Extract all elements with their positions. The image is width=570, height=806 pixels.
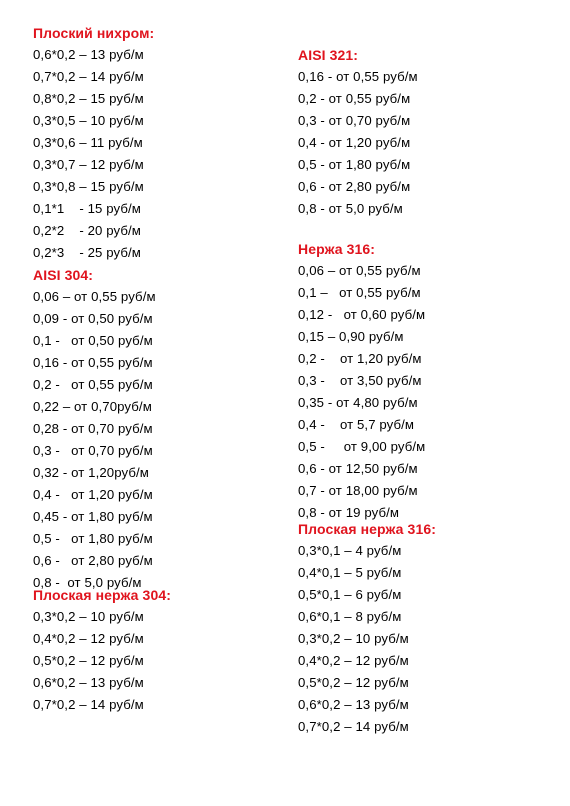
section-stainless-316 — [298, 238, 425, 524]
price-row: 0,06 – от 0,55 руб/м — [298, 263, 421, 278]
price-row: 0,6*0,2 – 13 руб/м — [33, 47, 144, 62]
price-row: 0,06 – от 0,55 руб/м — [33, 289, 156, 304]
price-row: 0,1 – от 0,55 руб/м — [298, 285, 421, 300]
price-row: 0,3*0,5 – 10 руб/м — [33, 113, 144, 128]
price-row: 0,3 - от 0,70 руб/м — [33, 443, 153, 458]
price-row: 0,7*0,2 – 14 руб/м — [33, 697, 144, 712]
section-title: Нержа 316: — [298, 241, 376, 257]
price-row: 0,8 - от 19 руб/м — [298, 505, 400, 520]
price-row: 0,3*0,8 – 15 руб/м — [33, 179, 144, 194]
price-list — [33, 606, 171, 716]
price-row: 0,1*1 - 15 руб/м — [33, 201, 141, 216]
section-flat-stainless-316 — [298, 518, 436, 738]
price-row: 0,7 - от 18,00 руб/м — [298, 483, 418, 498]
price-row: 0,3*0,2 – 10 руб/м — [298, 631, 409, 646]
price-list — [33, 286, 156, 594]
price-row: 0,3 - от 3,50 руб/м — [298, 373, 422, 388]
price-row: 0,5 - от 9,00 руб/м — [298, 439, 426, 454]
price-row: 0,12 - от 0,60 руб/м — [298, 307, 426, 322]
price-list — [298, 540, 436, 738]
price-row: 0,3*0,1 – 4 руб/м — [298, 543, 402, 558]
price-row: 0,3*0,7 – 12 руб/м — [33, 157, 144, 172]
price-row: 0,5 - от 1,80 руб/м — [33, 531, 153, 546]
price-row: 0,2*2 - 20 руб/м — [33, 223, 141, 238]
price-row: 0,7*0,2 – 14 руб/м — [298, 719, 409, 734]
price-row: 0,22 – от 0,70руб/м — [33, 399, 152, 414]
price-row: 0,6*0,1 – 8 руб/м — [298, 609, 402, 624]
price-row: 0,2 - от 0,55 руб/м — [33, 377, 153, 392]
section-flat-nichrome — [33, 22, 154, 264]
section-title: Плоская нержа 304: — [33, 587, 171, 603]
price-row: 0,16 - от 0,55 руб/м — [33, 355, 153, 370]
section-title: AISI 321: — [298, 47, 359, 63]
price-row: 0,6 - от 2,80 руб/м — [298, 179, 411, 194]
price-row: 0,4 - от 5,7 руб/м — [298, 417, 415, 432]
price-row: 0,15 – 0,90 руб/м — [298, 329, 404, 344]
price-row: 0,2 - от 1,20 руб/м — [298, 351, 422, 366]
price-row: 0,4 - от 1,20 руб/м — [33, 487, 153, 502]
price-row: 0,6 - от 2,80 руб/м — [33, 553, 153, 568]
price-row: 0,8 - от 5,0 руб/м — [298, 201, 403, 216]
price-row: 0,5*0,1 – 6 руб/м — [298, 587, 402, 602]
price-row: 0,16 - от 0,55 руб/м — [298, 69, 418, 84]
price-row: 0,8*0,2 – 15 руб/м — [33, 91, 144, 106]
price-row: 0,8 - от 5,0 руб/м — [33, 575, 142, 590]
price-row: 0,4*0,2 – 12 руб/м — [298, 653, 409, 668]
section-flat-stainless-304 — [33, 584, 171, 716]
price-row: 0,6*0,2 – 13 руб/м — [33, 675, 144, 690]
price-row: 0,32 - от 1,20руб/м — [33, 465, 149, 480]
price-row: 0,45 - от 1,80 руб/м — [33, 509, 153, 524]
price-row: 0,28 - от 0,70 руб/м — [33, 421, 153, 436]
price-row: 0,1 - от 0,50 руб/м — [33, 333, 153, 348]
price-row: 0,7*0,2 – 14 руб/м — [33, 69, 144, 84]
price-list — [298, 66, 418, 220]
price-row: 0,2*3 - 25 руб/м — [33, 245, 141, 260]
price-row: 0,3 - от 0,70 руб/м — [298, 113, 411, 128]
price-row: 0,5*0,2 – 12 руб/м — [298, 675, 409, 690]
price-row: 0,6 - от 12,50 руб/м — [298, 461, 418, 476]
price-row: 0,3*0,2 – 10 руб/м — [33, 609, 144, 624]
section-aisi-321 — [298, 44, 418, 220]
section-title: Плоская нержа 316: — [298, 521, 436, 537]
price-row: 0,5*0,2 – 12 руб/м — [33, 653, 144, 668]
section-title: AISI 304: — [33, 267, 94, 283]
price-row: 0,2 - от 0,55 руб/м — [298, 91, 411, 106]
price-row: 0,09 - от 0,50 руб/м — [33, 311, 153, 326]
section-title: Плоский нихром: — [33, 25, 155, 41]
price-list — [33, 44, 154, 264]
price-row: 0,4*0,1 – 5 руб/м — [298, 565, 402, 580]
price-row: 0,4 - от 1,20 руб/м — [298, 135, 411, 150]
price-row: 0,35 - от 4,80 руб/м — [298, 395, 418, 410]
section-aisi-304 — [33, 264, 156, 594]
price-row: 0,6*0,2 – 13 руб/м — [298, 697, 409, 712]
price-row: 0,4*0,2 – 12 руб/м — [33, 631, 144, 646]
price-list — [298, 260, 425, 524]
price-row: 0,5 - от 1,80 руб/м — [298, 157, 411, 172]
price-row: 0,3*0,6 – 11 руб/м — [33, 135, 143, 150]
